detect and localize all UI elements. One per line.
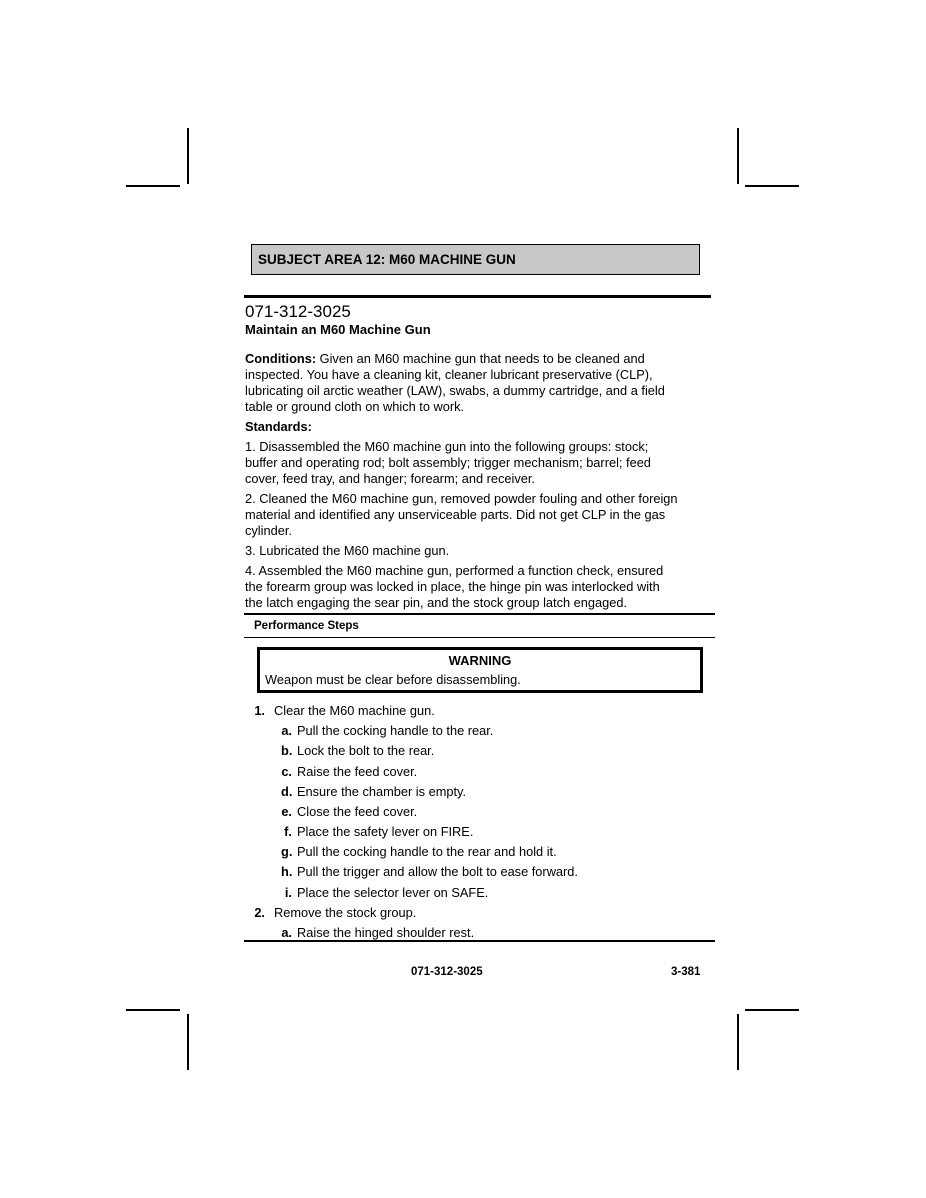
substep-1b — [281, 743, 434, 759]
standard-1-line-3: cover, feed tray, and hanger; forearm; and receiver. — [245, 471, 535, 486]
substep-text: Raise the hinged shoulder rest. — [297, 925, 475, 940]
crop-mark-top-right-vertical — [737, 128, 739, 184]
substep-letter: h. — [281, 864, 293, 879]
substep-letter: g. — [281, 844, 293, 859]
standard-3-line-1: 3. Lubricated the M60 machine gun. — [245, 543, 450, 558]
standard-item-4 — [245, 563, 711, 611]
standard-item-2 — [245, 491, 711, 539]
substep-1a — [281, 723, 493, 739]
crop-mark-bottom-left-horizontal — [126, 1009, 180, 1011]
warning-box — [257, 647, 703, 693]
standard-2-line-1: 2. Cleaned the M60 machine gun, removed powder fouling and other foreign — [245, 491, 678, 506]
substep-text: Ensure the chamber is empty. — [297, 784, 467, 799]
standard-item-3 — [245, 543, 711, 559]
task-top-rule — [244, 295, 711, 298]
substep-1g — [281, 844, 557, 860]
step-2 — [245, 905, 416, 921]
crop-mark-bottom-left-vertical — [187, 1014, 189, 1070]
conditions-label: Conditions: — [245, 351, 317, 366]
substep-letter: c. — [281, 764, 292, 779]
performance-steps-header: Performance Steps — [254, 620, 359, 632]
substep-1c — [281, 764, 417, 780]
standard-1-line-2: buffer and operating rod; bolt assembly; trigger mechanism; barrel; feed — [245, 455, 651, 470]
substep-text: Place the selector lever on SAFE. — [297, 885, 489, 900]
substep-letter: b. — [281, 743, 293, 758]
standard-4-line-3: the latch engaging the sear pin, and the stock group latch engaged. — [245, 595, 628, 610]
standard-item-1 — [245, 439, 711, 487]
substep-1f — [281, 824, 473, 840]
crop-mark-bottom-right-vertical — [737, 1014, 739, 1070]
conditions-line-1: Given an M60 machine gun that needs to be cleaned and — [316, 351, 645, 366]
performance-top-rule — [244, 613, 715, 615]
performance-bottom-rule — [244, 637, 715, 638]
conditions-line-4: table or ground cloth on which to work. — [245, 399, 465, 414]
step-number: 2. — [254, 905, 265, 920]
footer-task-number: 071-312-3025 — [411, 966, 483, 978]
substep-1i — [281, 885, 488, 901]
warning-text: Weapon must be clear before disassembling. — [265, 672, 521, 687]
substep-text: Close the feed cover. — [297, 804, 418, 819]
step-number: 1. — [254, 703, 265, 718]
crop-mark-bottom-right-horizontal — [745, 1009, 799, 1011]
standard-2-line-3: cylinder. — [245, 523, 292, 538]
standard-4-line-2: the forearm group was locked in place, the hinge pin was interlocked with — [245, 579, 660, 594]
substep-text: Pull the trigger and allow the bolt to ease forward. — [297, 864, 578, 879]
substep-letter: d. — [281, 784, 293, 799]
substep-1d — [281, 784, 466, 800]
conditions-line-3: lubricating oil arctic weather (LAW), swabs, a dummy cartridge, and a field — [245, 383, 665, 398]
step-text: Remove the stock group. — [274, 905, 417, 920]
step-1 — [245, 703, 435, 719]
substep-text: Pull the cocking handle to the rear. — [297, 723, 494, 738]
substep-letter: a. — [281, 925, 292, 940]
conditions-paragraph — [245, 351, 711, 415]
task-number: 071-312-3025 — [245, 302, 351, 321]
substep-text: Raise the feed cover. — [297, 764, 418, 779]
subject-area-banner: SUBJECT AREA 12: M60 MACHINE GUN — [251, 244, 700, 275]
standards-label: Standards: — [245, 419, 312, 434]
substep-letter: f. — [284, 824, 292, 839]
substep-letter: a. — [281, 723, 292, 738]
crop-mark-top-left-horizontal — [126, 185, 180, 187]
standard-1-line-1: 1. Disassembled the M60 machine gun into the following groups: stock; — [245, 439, 649, 454]
step-text: Clear the M60 machine gun. — [274, 703, 435, 718]
substep-1e — [281, 804, 417, 820]
task-title: Maintain an M60 Machine Gun — [245, 322, 431, 337]
crop-mark-top-left-vertical — [187, 128, 189, 184]
conditions-line-2: inspected. You have a cleaning kit, cleaner lubricant preservative (CLP), — [245, 367, 653, 382]
page-number: 3-381 — [671, 966, 701, 978]
substep-letter: e. — [281, 804, 292, 819]
crop-mark-top-right-horizontal — [745, 185, 799, 187]
substep-letter: i. — [284, 885, 292, 900]
steps-bottom-rule — [244, 940, 715, 942]
substep-text: Pull the cocking handle to the rear and hold it. — [297, 844, 557, 859]
substep-1h — [281, 864, 578, 880]
substep-text: Place the safety lever on FIRE. — [297, 824, 474, 839]
standard-2-line-2: material and identified any unserviceable parts. Did not get CLP in the gas — [245, 507, 666, 522]
substep-2a — [281, 925, 474, 941]
warning-title: WARNING — [448, 653, 512, 668]
substep-text: Lock the bolt to the rear. — [297, 743, 435, 758]
standard-4-line-1: 4. Assembled the M60 machine gun, performed a function check, ensured — [245, 563, 664, 578]
